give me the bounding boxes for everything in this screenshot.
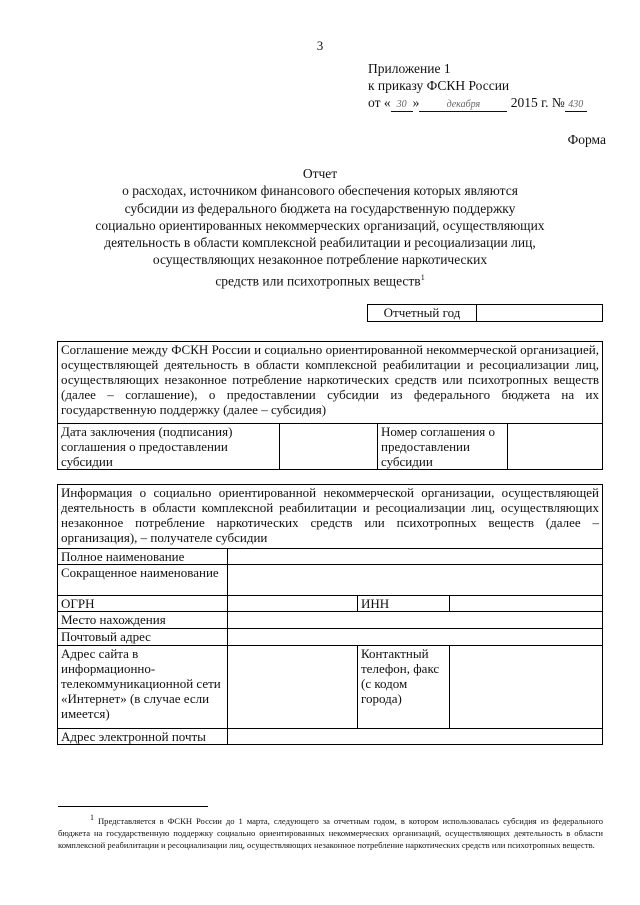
ogrn-label: ОГРН (58, 596, 228, 612)
title-line-5: деятельность в области комплексной реабилитации и ресоциализации лиц, (104, 235, 536, 251)
title-footnote-mark: 1 (420, 272, 425, 282)
location-field[interactable] (228, 612, 603, 629)
agreement-header: Соглашение между ФСКН России и социально ориентированной некоммерческой организацией, осуществляющей деятельность в области комплексной реабилитации и ресоциализации лиц, осуществляющих незаконное потребление наркотических средств или психотропных веществ (далее – соглашение), о предоставлении субсидии из федерального бюджета на их государственную поддержку (далее – субсидия) (58, 342, 603, 424)
footnote-text: Представляется в ФСКН России до 1 марта, следующего за отчетным годом, в котором использовалась субсидия из федерального бюджета на государственную поддержку социально ориентированных некоммерческих организаций, осуществляющих деятельность в области комплексной реабилитации и ресоциализации лиц, осуществляющих незаконное потребление наркотических средств или психотропных веществ. (58, 815, 603, 850)
website-label: Адрес сайта в информационно-телекоммуникационной сети «Интернет» (в случае если имеется) (58, 646, 228, 729)
agreement-number-field[interactable] (508, 424, 603, 470)
full-name-field[interactable] (228, 549, 603, 565)
title-line-7 (60, 269, 580, 290)
organization-header: Информация о социально ориентированной некоммерческой организации, осуществляющей деятельность в области комплексной реабилитации и ресоциализации лиц, осуществляющих незаконное потребление наркотических средств или психотропных веществ (далее – организация), – получателе субсидии (58, 485, 603, 549)
appendix-day: 30 (391, 99, 413, 112)
email-label: Адрес электронной почты (58, 729, 228, 745)
footnote-divider (58, 806, 208, 807)
email-field[interactable] (228, 729, 603, 745)
agreement-date-label: Дата заключения (подписания) соглашения о предоставлении субсидии (58, 424, 280, 470)
appendix-number: 430 (565, 99, 587, 112)
footnote (58, 812, 603, 851)
title-line-4: социально ориентированных некоммерческих организаций, осуществляющих (95, 217, 545, 233)
form-label: Форма (567, 132, 606, 147)
appendix-line-2: к приказу ФСКН России (368, 78, 510, 93)
phone-label: Контактный телефон, факс (с кодом города) (358, 646, 450, 729)
title-line-1: Отчет (302, 166, 338, 181)
ogrn-field[interactable] (228, 596, 358, 612)
title-line-7-text: средств или психотропных веществ (215, 273, 421, 289)
website-field[interactable] (228, 646, 358, 729)
title-line-2: о расходах, источником финансового обеспечения которых являются (122, 183, 518, 199)
postal-address-field[interactable] (228, 629, 603, 646)
appendix-line-1: Приложение 1 (368, 61, 451, 76)
appendix-quote-close: » (412, 95, 420, 110)
footnote-mark: 1 (90, 813, 94, 822)
inn-field[interactable] (450, 596, 603, 612)
short-name-field[interactable] (228, 565, 603, 596)
organization-table (57, 484, 603, 745)
report-year-field[interactable] (477, 305, 603, 322)
agreement-date-field[interactable] (280, 424, 378, 470)
location-label: Место нахождения (58, 612, 228, 629)
appendix-from: от « (368, 95, 391, 110)
appendix-year: 2015 г. № (510, 95, 565, 110)
page-number: 3 (316, 38, 324, 53)
appendix-month: декабря (419, 99, 507, 112)
agreement-number-label: Номер соглашения о предоставлении субсидии (378, 424, 508, 470)
phone-field[interactable] (450, 646, 603, 729)
title-line-3: субсидии из федерального бюджета на государственную поддержку (124, 200, 516, 216)
full-name-label: Полное наименование (58, 549, 228, 565)
report-title (60, 165, 580, 290)
postal-address-label: Почтовый адрес (58, 629, 228, 646)
appendix-line-3 (368, 94, 628, 112)
short-name-label: Сокращенное наименование (58, 565, 228, 596)
agreement-table (57, 341, 603, 470)
inn-label: ИНН (358, 596, 450, 612)
appendix-block (368, 60, 628, 112)
report-year-label: Отчетный год (368, 305, 477, 322)
report-year-table (367, 304, 603, 322)
title-line-6: осуществляющих незаконное потребление наркотических (152, 252, 488, 268)
